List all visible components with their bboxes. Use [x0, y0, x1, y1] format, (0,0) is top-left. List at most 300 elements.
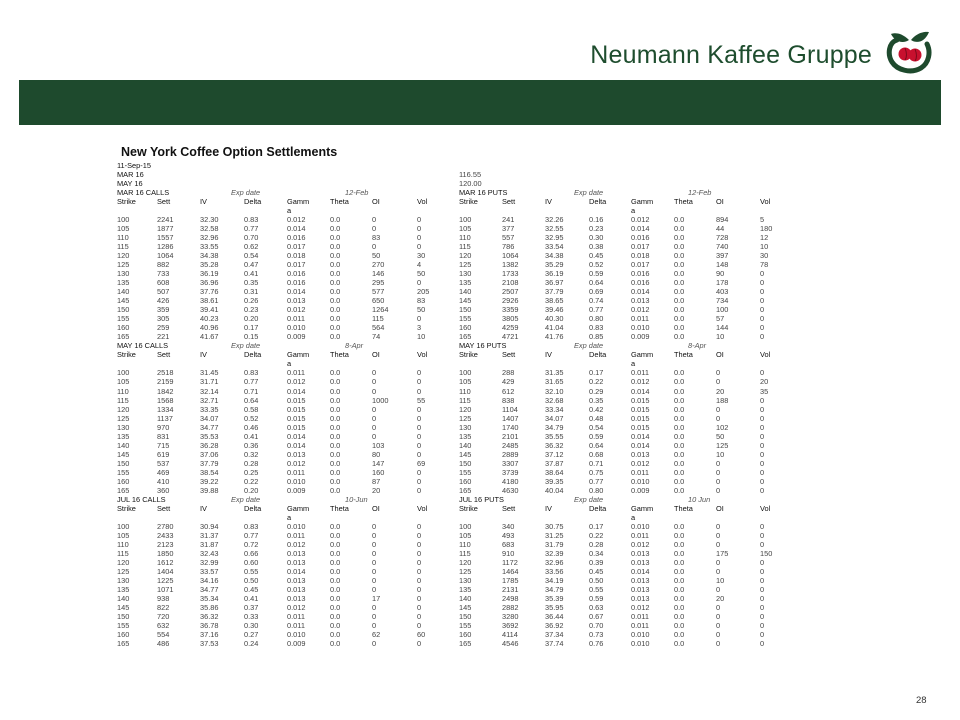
calls-section-label: JUL 16 CALLS	[117, 494, 166, 504]
calls-table-cell: 32.14	[200, 386, 219, 396]
puts-table-cell: 110	[459, 539, 471, 549]
puts-table-cell: 0	[760, 278, 765, 288]
calls-table-cell: 0	[372, 404, 377, 414]
calls-table-cell: 10	[417, 332, 426, 342]
calls-table-cell: 270	[372, 260, 385, 270]
puts-table-cell: 0.013	[631, 548, 650, 558]
calls-table-cell: 0.0	[330, 621, 341, 631]
puts-table-cell: 160	[459, 630, 472, 640]
calls-table-cell: 30.94	[200, 521, 219, 531]
puts-table-cell: 0	[760, 422, 765, 432]
puts-table-cell: 0.75	[589, 467, 604, 477]
puts-table-cell: 0.011	[631, 530, 649, 540]
calls-table-cell: 0.0	[330, 440, 341, 450]
puts-table-cell: 1104	[502, 404, 518, 414]
calls-table-cell: 0	[417, 521, 422, 531]
puts-table-cell: 0.23	[589, 224, 604, 234]
puts-table-cell: 0.014	[631, 566, 650, 576]
calls-table-cell: 0	[372, 431, 377, 441]
puts-table-cell: 0	[760, 440, 765, 450]
puts-table-cell: 0.017	[631, 242, 650, 252]
puts-table-cell: 0.011	[631, 314, 649, 324]
calls-table-cell: 34.38	[200, 251, 219, 261]
puts-table-cell: 135	[459, 431, 472, 441]
calls-table-cell: 0	[417, 386, 422, 396]
calls-table-cell: 38.61	[200, 296, 219, 306]
calls-table-cell: 105	[117, 224, 130, 234]
calls-table-cell: 0	[417, 440, 422, 450]
puts-table-cell: 612	[502, 386, 515, 396]
calls-table-cell: 37.76	[200, 287, 219, 297]
column-header-wrap: a	[631, 206, 636, 216]
calls-table-cell: 2433	[157, 530, 174, 540]
calls-table-cell: 0	[372, 215, 377, 225]
calls-table-cell: 39.88	[200, 485, 219, 495]
puts-table-cell: 160	[459, 476, 472, 486]
calls-table-cell: 0.0	[330, 314, 341, 324]
puts-table-cell: 838	[502, 395, 515, 405]
calls-table-cell: 360	[157, 485, 170, 495]
puts-table-cell: 0.71	[589, 458, 604, 468]
puts-table-cell: 34.07	[545, 413, 564, 423]
puts-table-cell: 36.19	[545, 269, 564, 279]
calls-table-cell: 74	[372, 332, 381, 342]
calls-table-cell: 69	[417, 458, 426, 468]
puts-table-cell: 0.011	[631, 621, 649, 631]
calls-table-cell: 0	[372, 566, 377, 576]
puts-table-cell: 557	[502, 233, 515, 243]
futures-contract: MAR 16	[117, 170, 144, 180]
puts-table-cell: 0	[760, 449, 765, 459]
calls-table-cell: 469	[157, 467, 170, 477]
puts-table-cell: 34.38	[545, 251, 564, 261]
puts-table-cell: 0.83	[589, 323, 604, 333]
calls-table-cell: 38.54	[200, 467, 219, 477]
puts-table-cell: 35.29	[545, 260, 564, 270]
calls-table-cell: 36.32	[200, 612, 219, 621]
column-header: Gamm	[631, 350, 654, 360]
calls-table-cell: 0.0	[330, 377, 341, 387]
puts-table-cell: 0	[716, 413, 721, 423]
puts-table-cell: 0.014	[631, 386, 650, 396]
puts-table-cell: 0.013	[631, 449, 650, 459]
calls-table-cell: 100	[117, 368, 130, 378]
puts-table-cell: 0.0	[674, 593, 685, 603]
exp-date-label: Exp date	[574, 494, 604, 504]
puts-table-cell: 0	[716, 458, 721, 468]
puts-table-cell: 0.0	[674, 314, 685, 324]
calls-table-cell: 50	[372, 251, 381, 261]
calls-table-cell: 135	[117, 278, 130, 288]
puts-table-cell: 0.85	[589, 332, 604, 342]
calls-table-cell: 0.014	[287, 431, 306, 441]
calls-table-cell: 0	[417, 575, 422, 585]
calls-table-cell: 1612	[157, 557, 174, 567]
calls-table-cell: 0.017	[287, 242, 306, 252]
puts-table-cell: 0.014	[631, 440, 650, 450]
calls-table-cell: 1568	[157, 395, 174, 405]
puts-table-cell: 0	[716, 368, 721, 378]
puts-table-cell: 145	[459, 602, 472, 612]
puts-table-cell: 2507	[502, 287, 519, 297]
puts-table-cell: 0	[760, 566, 765, 576]
puts-table-cell: 728	[716, 233, 729, 243]
puts-table-cell: 0.73	[589, 630, 604, 640]
calls-table-cell: 0.012	[287, 377, 306, 387]
puts-table-cell: 0.45	[589, 251, 604, 261]
puts-table-cell: 0.70	[589, 621, 604, 631]
puts-table-cell: 38.65	[545, 296, 564, 306]
puts-table-cell: 0.010	[631, 630, 650, 640]
puts-table-cell: 397	[716, 251, 729, 261]
puts-table-cell: 100	[716, 305, 729, 315]
calls-table-cell: 715	[157, 440, 170, 450]
calls-table-cell: 0	[372, 621, 377, 631]
puts-table-cell: 0.16	[589, 215, 604, 225]
puts-table-cell: 130	[459, 575, 472, 585]
puts-table-cell: 4546	[502, 639, 519, 649]
puts-table-cell: 0.64	[589, 278, 604, 288]
puts-table-cell: 0.011	[631, 368, 649, 378]
calls-table-cell: 36.19	[200, 269, 219, 279]
calls-table-cell: 0	[372, 377, 377, 387]
calls-table-cell: 0.70	[244, 233, 259, 243]
calls-table-cell: 0	[372, 584, 377, 594]
puts-table-cell: 35.55	[545, 431, 564, 441]
puts-table-cell: 40.30	[545, 314, 564, 324]
puts-table-cell: 12	[760, 233, 769, 243]
puts-table-cell: 0	[760, 431, 765, 441]
calls-table-cell: 31.37	[200, 530, 219, 540]
column-header: Strike	[117, 350, 136, 360]
puts-table-cell: 36.32	[545, 440, 564, 450]
column-header: OI	[372, 350, 380, 360]
calls-table-cell: 0	[417, 639, 422, 649]
puts-table-cell: 0.29	[589, 386, 604, 396]
puts-table-cell: 0.012	[631, 305, 650, 315]
puts-table-cell: 0.0	[674, 269, 685, 279]
calls-table-cell: 1404	[157, 566, 174, 576]
column-header: Theta	[674, 350, 693, 360]
calls-table-cell: 0.0	[330, 548, 341, 558]
calls-table-cell: 831	[157, 431, 170, 441]
calls-table-cell: 35.53	[200, 431, 219, 441]
calls-table-cell: 0.20	[244, 314, 259, 324]
calls-table-cell: 0	[372, 242, 377, 252]
puts-table-cell: 115	[459, 242, 471, 252]
puts-table-cell: 0.74	[589, 296, 604, 306]
puts-table-cell: 0	[760, 305, 765, 315]
puts-table-cell: 0.76	[589, 639, 604, 649]
puts-table-cell: 32.68	[545, 395, 564, 405]
puts-table-cell: 35.95	[545, 602, 564, 612]
calls-table-cell: 0.0	[330, 305, 341, 315]
calls-table-cell: 36.96	[200, 278, 219, 288]
puts-table-cell: 0.67	[589, 612, 604, 621]
column-header: Gamm	[287, 197, 310, 207]
calls-table-cell: 32.99	[200, 557, 219, 567]
puts-table-cell: 150	[459, 458, 472, 468]
puts-table-cell: 35	[760, 386, 769, 396]
puts-table-cell: 0	[760, 404, 765, 414]
puts-table-cell: 125	[716, 440, 729, 450]
puts-table-cell: 188	[716, 395, 729, 405]
calls-table-cell: 0	[372, 368, 377, 378]
puts-table-cell: 0.68	[589, 449, 604, 459]
calls-table-cell: 140	[117, 440, 130, 450]
column-header: Vol	[417, 350, 428, 360]
puts-table-cell: 1785	[502, 575, 519, 585]
puts-table-cell: 0	[760, 476, 765, 486]
calls-table-cell: 60	[417, 630, 426, 640]
puts-table-cell: 0	[760, 332, 765, 342]
calls-table-cell: 0.33	[244, 612, 259, 621]
calls-table-cell: 160	[117, 630, 130, 640]
calls-table-cell: 0.77	[244, 377, 259, 387]
calls-table-cell: 2241	[157, 215, 174, 225]
calls-table-cell: 105	[117, 377, 130, 387]
column-header: Vol	[760, 197, 771, 207]
header-band	[19, 80, 941, 125]
puts-table-cell: 140	[459, 593, 472, 603]
calls-table-cell: 0.009	[287, 639, 306, 649]
calls-table-cell: 0.0	[330, 557, 341, 567]
column-header: Gamm	[631, 503, 654, 513]
puts-table-cell: 1407	[502, 413, 519, 423]
puts-table-cell: 0.0	[674, 612, 685, 621]
calls-table-cell: 0.013	[287, 593, 306, 603]
column-header: Strike	[117, 503, 136, 513]
puts-table-cell: 0.0	[674, 296, 685, 306]
calls-table-cell: 0.0	[330, 404, 341, 414]
calls-table-cell: 1334	[157, 404, 174, 414]
calls-table-cell: 554	[157, 630, 170, 640]
calls-table-cell: 160	[117, 476, 130, 486]
puts-table-cell: 0.0	[674, 575, 685, 585]
calls-table-cell: 0.013	[287, 548, 306, 558]
column-header: Strike	[459, 197, 478, 207]
puts-table-cell: 0	[760, 269, 765, 279]
column-header-wrap: a	[287, 359, 292, 369]
calls-table-cell: 31.45	[200, 368, 219, 378]
puts-table-cell: 105	[459, 530, 472, 540]
calls-table-cell: 0	[417, 431, 422, 441]
calls-table-cell: 0	[417, 413, 422, 423]
calls-table-cell: 39.22	[200, 476, 219, 486]
puts-table-cell: 110	[459, 233, 471, 243]
puts-table-cell: 0.0	[674, 557, 685, 567]
calls-table-cell: 0.011	[287, 467, 305, 477]
puts-table-cell: 0.0	[674, 233, 685, 243]
calls-table-cell: 39.41	[200, 305, 219, 315]
calls-table-cell: 0.83	[244, 521, 259, 531]
puts-table-cell: 155	[459, 621, 472, 631]
puts-table-cell: 180	[760, 224, 773, 234]
puts-table-cell: 1172	[502, 557, 518, 567]
calls-table-cell: 0.17	[244, 323, 259, 333]
calls-table-cell: 83	[372, 233, 381, 243]
puts-table-cell: 0.010	[631, 639, 650, 649]
puts-table-cell: 0.0	[674, 431, 685, 441]
puts-table-cell: 0.0	[674, 260, 685, 270]
column-header-wrap: a	[287, 512, 292, 522]
calls-table-cell: 0.0	[330, 269, 341, 279]
puts-table-cell: 32.96	[545, 557, 564, 567]
puts-table-cell: 37.79	[545, 287, 564, 297]
puts-table-cell: 4259	[502, 323, 519, 333]
calls-table-cell: 0.60	[244, 557, 259, 567]
calls-table-cell: 41.67	[200, 332, 219, 342]
puts-table-cell: 90	[716, 269, 725, 279]
puts-table-cell: 39.35	[545, 476, 564, 486]
puts-table-cell: 0	[716, 476, 721, 486]
calls-table-cell: 0	[417, 449, 422, 459]
puts-table-cell: 0.0	[674, 395, 685, 405]
puts-table-cell: 493	[502, 530, 515, 540]
column-header-wrap: a	[631, 512, 636, 522]
calls-table-cell: 0.0	[330, 260, 341, 270]
puts-table-cell: 33.34	[545, 404, 564, 414]
calls-table-cell: 0.46	[244, 422, 259, 432]
puts-table-cell: 0	[760, 485, 765, 495]
puts-table-cell: 115	[459, 395, 471, 405]
calls-table-cell: 0.41	[244, 269, 259, 279]
calls-table-cell: 105	[117, 530, 130, 540]
calls-table-cell: 147	[372, 458, 385, 468]
calls-table-cell: 0	[417, 278, 422, 288]
puts-table-cell: 2108	[502, 278, 519, 288]
puts-table-cell: 0.28	[589, 539, 604, 549]
calls-table-cell: 0	[417, 233, 422, 243]
puts-table-cell: 0.0	[674, 485, 685, 495]
calls-table-cell: 155	[117, 621, 130, 631]
calls-table-cell: 0.77	[244, 530, 259, 540]
puts-table-cell: 0.48	[589, 413, 604, 423]
puts-table-cell: 0	[760, 593, 765, 603]
calls-table-cell: 0.55	[244, 566, 259, 576]
calls-table-cell: 1064	[157, 251, 174, 261]
nkg-coffee-cherry-logo-icon	[883, 28, 935, 76]
puts-table-cell: 36.44	[545, 612, 564, 621]
puts-table-cell: 0.0	[674, 422, 685, 432]
column-header-wrap: a	[287, 206, 292, 216]
puts-table-cell: 30.75	[545, 521, 564, 531]
calls-table-cell: 295	[372, 278, 385, 288]
puts-table-cell: 0.0	[674, 449, 685, 459]
calls-table-cell: 34.77	[200, 584, 219, 594]
calls-table-cell: 0.0	[330, 485, 341, 495]
calls-table-cell: 632	[157, 621, 170, 631]
calls-table-cell: 0.0	[330, 386, 341, 396]
puts-table-cell: 0	[716, 521, 721, 531]
puts-table-cell: 1733	[502, 269, 519, 279]
calls-table-cell: 0	[417, 548, 422, 558]
calls-table-cell: 0.0	[330, 215, 341, 225]
column-header: Sett	[502, 350, 516, 360]
puts-table-cell: 155	[459, 467, 472, 477]
puts-table-cell: 894	[716, 215, 729, 225]
calls-table-cell: 0	[417, 539, 422, 549]
calls-table-cell: 20	[372, 485, 381, 495]
calls-table-cell: 145	[117, 449, 130, 459]
calls-table-cell: 0.011	[287, 530, 305, 540]
calls-table-cell: 0.009	[287, 485, 306, 495]
puts-table-cell: 4114	[502, 630, 518, 640]
puts-table-cell: 0	[716, 602, 721, 612]
calls-table-cell: 0.0	[330, 458, 341, 468]
calls-table-cell: 0	[417, 368, 422, 378]
calls-table-cell: 0	[372, 612, 377, 621]
puts-table-cell: 0	[760, 413, 765, 423]
puts-table-cell: 3280	[502, 612, 519, 621]
puts-table-cell: 0.016	[631, 278, 650, 288]
calls-table-cell: 0	[372, 602, 377, 612]
calls-table-cell: 0.66	[244, 548, 259, 558]
calls-table-cell: 822	[157, 602, 170, 612]
calls-table-cell: 1225	[157, 575, 174, 585]
calls-table-cell: 140	[117, 593, 130, 603]
puts-table-cell: 0.50	[589, 575, 604, 585]
calls-table-cell: 34.77	[200, 422, 219, 432]
puts-table-cell: 0.22	[589, 377, 604, 387]
puts-table-cell: 0.013	[631, 584, 650, 594]
puts-table-cell: 0.0	[674, 242, 685, 252]
puts-table-cell: 0.012	[631, 539, 650, 549]
calls-table-cell: 103	[372, 440, 385, 450]
calls-table-cell: 0.016	[287, 269, 306, 279]
puts-table-cell: 3692	[502, 621, 519, 631]
puts-table-cell: 165	[459, 485, 472, 495]
puts-table-cell: 102	[716, 422, 729, 432]
puts-table-cell: 0.012	[631, 377, 650, 387]
puts-table-cell: 160	[459, 323, 472, 333]
puts-table-cell: 0.011	[631, 612, 649, 621]
puts-table-cell: 37.87	[545, 458, 564, 468]
calls-table-cell: 0.64	[244, 395, 259, 405]
puts-table-cell: 0.0	[674, 539, 685, 549]
calls-table-cell: 0	[372, 530, 377, 540]
calls-table-cell: 0.017	[287, 260, 306, 270]
calls-table-cell: 0.011	[287, 621, 305, 631]
calls-table-cell: 160	[372, 467, 385, 477]
calls-table-cell: 130	[117, 422, 130, 432]
column-header: Sett	[502, 197, 516, 207]
calls-table-cell: 0.012	[287, 602, 306, 612]
calls-table-cell: 0.013	[287, 557, 306, 567]
puts-table-cell: 0.80	[589, 314, 604, 324]
calls-table-cell: 0.0	[330, 323, 341, 333]
column-header: Gamm	[631, 197, 654, 207]
column-header: Delta	[244, 197, 262, 207]
page-number: 28	[916, 695, 927, 706]
calls-table-cell: 0.41	[244, 431, 259, 441]
puts-table-cell: 0.010	[631, 476, 650, 486]
puts-table-cell: 0	[760, 395, 765, 405]
calls-table-cell: 0.0	[330, 530, 341, 540]
calls-table-cell: 0.0	[330, 395, 341, 405]
puts-table-cell: 2498	[502, 593, 519, 603]
calls-table-cell: 83	[417, 296, 426, 306]
puts-table-cell: 0	[760, 602, 765, 612]
exp-date-label: Exp date	[231, 494, 261, 504]
calls-table-cell: 0.37	[244, 602, 259, 612]
column-header: IV	[545, 197, 552, 207]
puts-table-cell: 0	[760, 530, 765, 540]
puts-table-cell: 50	[716, 431, 725, 441]
puts-table-cell: 377	[502, 224, 515, 234]
puts-table-cell: 403	[716, 287, 729, 297]
puts-table-cell: 0.35	[589, 395, 604, 405]
